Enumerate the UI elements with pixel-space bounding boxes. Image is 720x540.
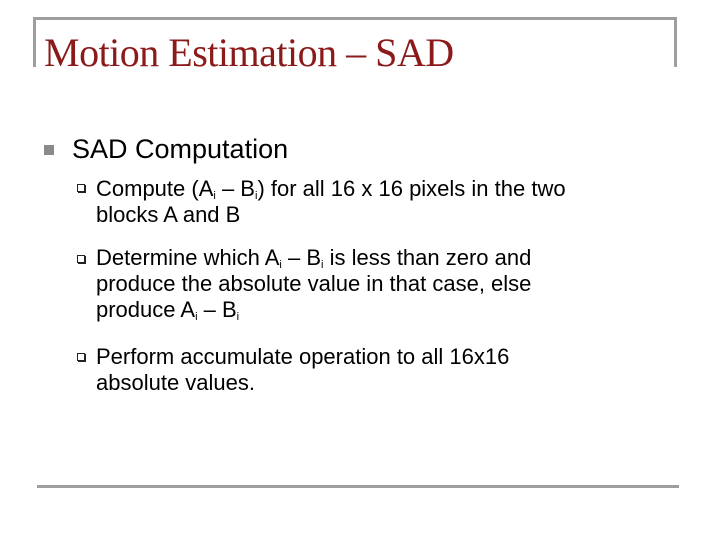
bullet-line: Determine which $A_i - B_i$ is less than zero and (96, 245, 532, 271)
title-frame-left-line (33, 17, 36, 67)
bullet-line: produce $A_i - B_i$ (96, 297, 240, 323)
bullet-point-determine (96, 245, 696, 323)
square-bullet-icon (44, 145, 54, 155)
bullet-point-compute (96, 176, 696, 228)
hollow-square-bullet-icon (77, 255, 85, 263)
bullet-line: produce the absolute value in that case, else (96, 271, 532, 296)
hollow-square-bullet-icon (77, 353, 85, 361)
bullet-line: Compute $(A_i - B_i)$ for all 16 x 16 pixels in the two (96, 176, 566, 202)
footer-divider-line (37, 485, 679, 488)
sad-computation-heading: SAD Computation (72, 134, 289, 164)
bullet-point-accumulate (96, 344, 696, 396)
bullet-line: blocks A and B (96, 202, 241, 227)
hollow-square-bullet-icon (77, 184, 85, 192)
slide-title: Motion Estimation – SAD (44, 30, 454, 75)
bullet-line: absolute values. (96, 370, 255, 395)
title-frame-top-line (33, 17, 677, 20)
bullet-line: Perform accumulate operation to all 16x16 (96, 344, 510, 369)
title-frame-right-line (674, 17, 677, 67)
